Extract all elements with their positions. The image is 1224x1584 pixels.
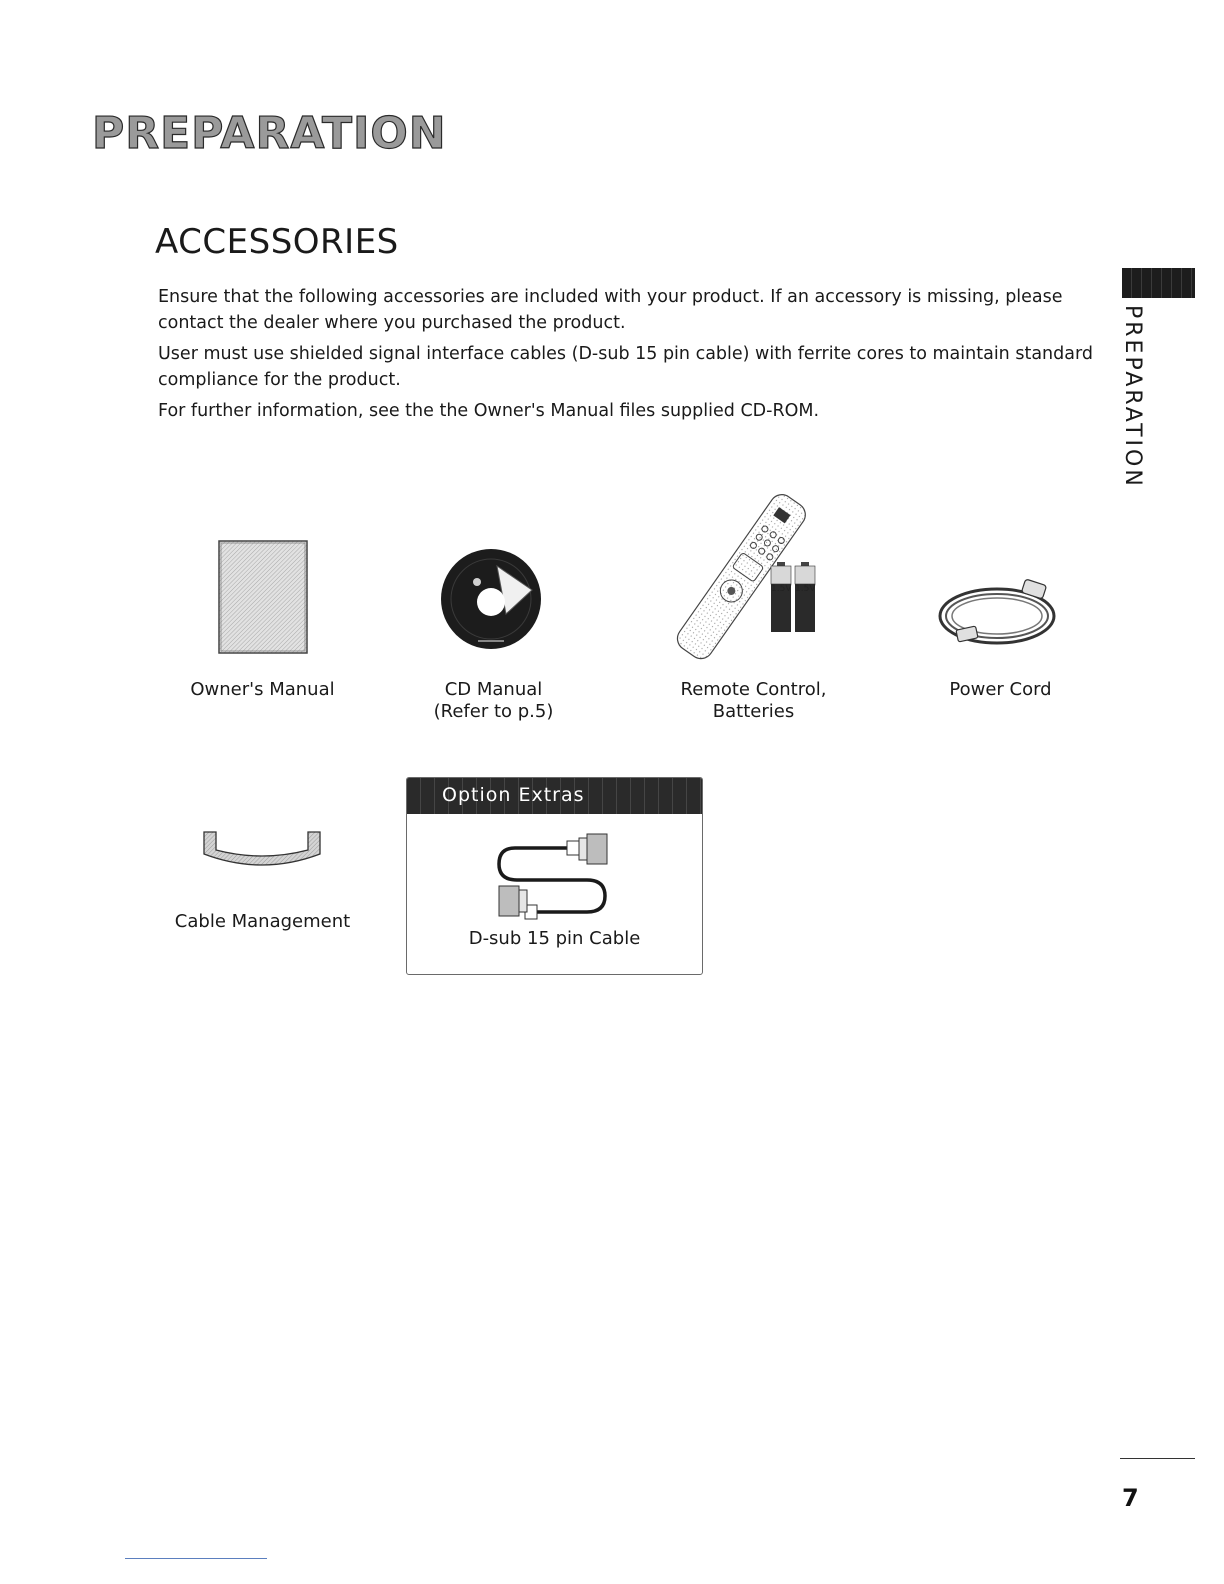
accessory-label-manual [160,679,365,701]
battery-label: 1.5V [795,584,816,594]
intro-text [158,285,1093,431]
accessory-label-line: Power Cord [949,679,1052,700]
option-extras-header [407,778,702,814]
accessory-label-cable-management [160,911,365,933]
manual-book-icon [218,540,310,656]
section-heading: ACCESSORIES [155,222,399,262]
footer-rule [1120,1458,1195,1459]
accessory-label-line: Cable Management [174,911,351,932]
dsub-cable-icon [495,828,615,920]
accessory-label-line: CD Manual [444,679,543,700]
accessory-label-line: (Refer to p.5) [433,701,554,722]
accessory-label-remote [651,679,856,723]
option-extras-box [406,777,703,975]
cable-clip-icon [200,828,325,870]
accessory-label-line: Owner's Manual [190,679,335,700]
page-title: PREPARATION [92,108,447,159]
intro-paragraph: For further information, see the the Owner's Manual files supplied CD-ROM. [158,401,820,421]
option-extras-item-label: D-sub 15 pin Cable [468,928,641,949]
power-cord-icon [935,576,1067,648]
accessory-label-line: Batteries [712,701,795,722]
remote-batteries-icon [662,484,822,664]
intro-paragraph: User must use shielded signal interface cables (D-sub 15 pin cable) with ferrite cores to maintain standard compliance for the product. [158,344,1093,390]
bottom-rule [125,1558,267,1559]
cd-disc-icon [440,548,542,650]
accessory-label-line: Remote Control, [680,679,827,700]
accessory-label-power-cord [898,679,1103,701]
section-tab-marker [1122,268,1195,298]
page-number: 7 [1122,1484,1139,1512]
intro-paragraph: Ensure that the following accessories are included with your product. If an accessory is missing, please contact the dealer where you purchased the product. [158,287,1063,333]
option-extras-title: Option Extras [442,784,585,806]
accessory-label-cd [391,679,596,723]
battery-label: 1.5V [771,584,792,594]
side-tab-label: PREPARATION [1120,305,1145,489]
